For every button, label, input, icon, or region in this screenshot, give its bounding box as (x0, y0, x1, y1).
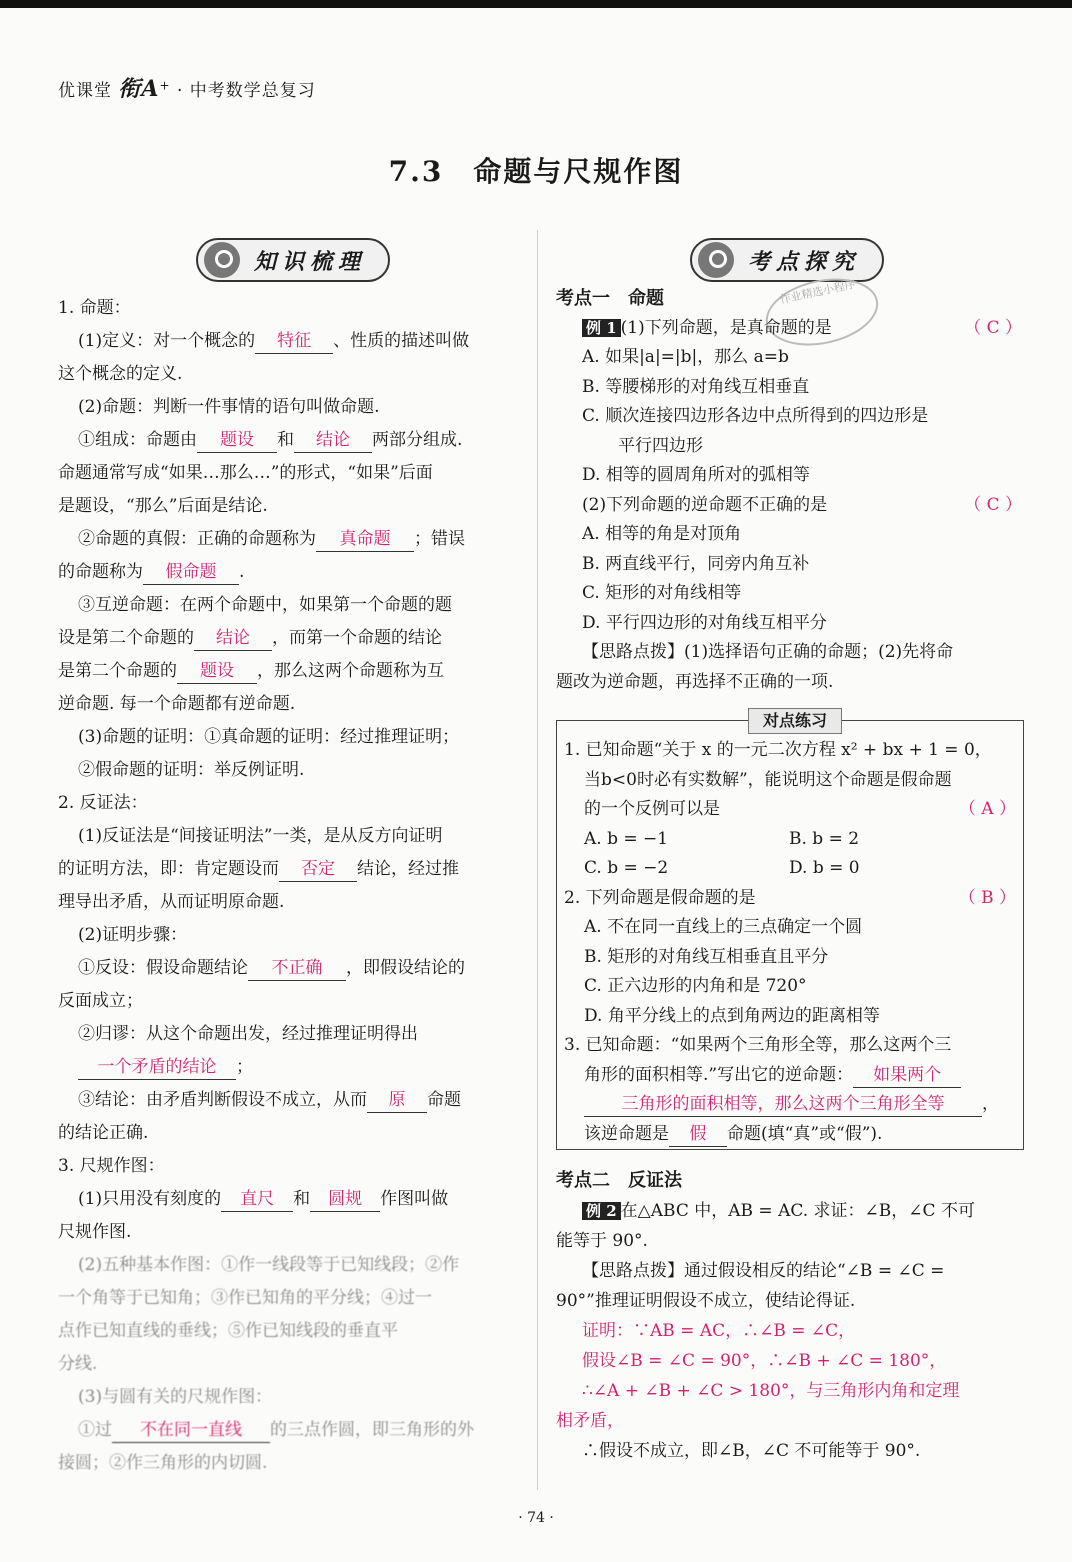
text-line: (1)反证法是“间接证明法”一类，是从反方向证明 (78, 826, 443, 846)
answer-blank: 原 (367, 1088, 427, 1113)
text-line: ②归谬：从这个命题出发，经过推理证明得出 (78, 1024, 418, 1044)
page-title: 7.3 命题与尺规作图 (388, 155, 684, 188)
text-line: 的证明方法，即：肯定题设而 否定 结论，经过推 (58, 853, 524, 886)
hint: 题改为逆命题，再选择不正确的一项. (556, 671, 834, 692)
text-line: 的命题称为 假命题 . (58, 556, 524, 589)
text-line: 角形的面积相等.”写出它的逆命题： 如果两个 (564, 1061, 1016, 1091)
option: D. 相等的圆周角所对的弧相等 (582, 465, 810, 485)
answer-mark: （ C ） (964, 494, 1022, 515)
practice-question: 1. 已知命题“关于 x 的一元二次方程 x² + bx + 1 = 0， (564, 740, 992, 760)
answer-blank: 假 (669, 1122, 727, 1147)
text-line: (1)定义：对一个概念的 特征 、性质的描述叫做 (58, 325, 524, 358)
example-question: (2)下列命题的逆命题不正确的是 （ C ） (556, 491, 1022, 521)
hint: 90°”推理证明假设不成立，使结论得证. (556, 1291, 856, 1311)
right-column (556, 284, 1022, 697)
brand-script: 衔A (118, 76, 160, 102)
answer-blank: 一个矛盾的结论 (78, 1055, 236, 1080)
top-edge (0, 0, 1072, 8)
text-line: 是题设，“那么”后面是结论. (58, 496, 268, 516)
text-line: 三角形的面积相等，那么这两个三角形全等 ， (564, 1090, 1016, 1120)
proof-line: 假设∠B = ∠C = 90°，∴∠B + ∠C = 180°， (582, 1351, 947, 1371)
answer-mark: （ B ） (958, 887, 1016, 908)
option: B. 两直线平行，同旁内角互补 (582, 553, 810, 574)
text-line: ②命题的真假：正确的命题称为 真命题 ；错误 (58, 523, 524, 556)
explore-banner (690, 238, 884, 282)
option: A. 如果|a|=|b|，那么 a=b (582, 347, 789, 367)
text-line: (3)与圆有关的尺规作图： (78, 1387, 273, 1407)
answer-blank: 结论 (294, 428, 372, 453)
answer-blank: 不正确 (248, 956, 346, 981)
practice-question: 2. 下列命题是假命题的是 （ B ） (564, 884, 1016, 914)
text-line: 反面成立； (58, 991, 143, 1011)
text-line: 该逆命题是 假 命题(填“真”或“假”). (564, 1120, 1016, 1150)
example-tag: 例 2 (582, 1202, 621, 1220)
option: A. 不在同一直线上的三点确定一个圆 (584, 917, 863, 937)
text-line: 理导出矛盾，从而证明原命题. (58, 892, 285, 912)
option: B. 矩形的对角线互相垂直且平分 (584, 946, 829, 967)
text-line: ③结论：由矛盾判断假设不成立，从而 原 命题 (58, 1084, 524, 1117)
answer-blank: 如果两个 (853, 1063, 961, 1088)
text-line: (3)命题的证明：①真命题的证明：经过推理证明； (78, 727, 460, 747)
answer-blank: 三角形的面积相等，那么这两个三角形全等 (584, 1092, 982, 1117)
text-line: 的结论正确. (58, 1123, 149, 1143)
text-line: ①组成：命题由 题设 和 结论 两部分组成. (58, 424, 524, 457)
option: C. 顺次连接四边形各边中点所得到的四边形是 (582, 406, 929, 426)
answer-mark: （ C ） (964, 317, 1022, 338)
text-line: 的一个反例可以是 （ A ） (564, 795, 1016, 825)
text-line: 是第二个命题的 题设 ，那么这两个命题称为互 (58, 655, 524, 688)
location-pin-icon (204, 242, 240, 278)
answer-blank: 假命题 (143, 560, 239, 585)
proof-line: 相矛盾， (556, 1411, 624, 1431)
text-line: 点作已知直线的垂线；⑤作已知线段的垂直平 (58, 1321, 398, 1341)
practice-label: 对点练习 (748, 708, 842, 734)
text-line: ①反设：假设命题结论 不正确 ，即假设结论的 (58, 952, 524, 985)
answer-blank: 圆规 (310, 1187, 380, 1212)
page-number: · 74 · (518, 1510, 554, 1526)
hint: 【思路点拨】通过假设相反的结论“∠B = ∠C = (582, 1261, 945, 1281)
brand-name: 优课堂 (58, 81, 112, 101)
answer-mark: （ A ） (958, 799, 1016, 819)
proof-line: ∴∠A + ∠B + ∠C > 180°，与三角形内角和定理 (582, 1381, 960, 1401)
column-divider (537, 230, 538, 1490)
answer-blank: 题设 (177, 659, 257, 684)
answer-blank: 否定 (279, 857, 357, 882)
option: B. 等腰梯形的对角线互相垂直 (582, 376, 810, 397)
magnifier-icon (698, 242, 734, 278)
option: D. 平行四边形的对角线互相平分 (582, 612, 827, 633)
faded-text-block (58, 1249, 524, 1480)
text-line: (1)只用没有刻度的 直尺 和 圆规 作图叫做 (58, 1183, 524, 1216)
answer-blank: 题设 (197, 428, 277, 453)
example-question: 例 2 在△ABC 中，AB = AC. 求证：∠B，∠C 不可 (556, 1196, 1022, 1226)
example-question: 例 1 (1)下列命题，是真命题的是 （ C ） (556, 314, 1022, 344)
section-heading: 2. 反证法： (58, 793, 148, 813)
section-heading: 1. 命题： (58, 298, 131, 318)
watermark-stamp: 作业精选小程序 (760, 269, 885, 355)
book-subtitle: · 中考数学总复习 (176, 81, 316, 101)
answer-blank: 真命题 (316, 527, 414, 552)
option: D. 角平分线上的点到角两边的距离相等 (584, 1005, 880, 1026)
topic2 (556, 1166, 1022, 1466)
left-column (58, 292, 524, 1480)
option: C. 矩形的对角线相等 (582, 583, 742, 603)
text-line: 一个角等于已知角；③作已知角的平分线；④过一 (58, 1288, 432, 1308)
text-line: ②假命题的证明：举反例证明. (78, 760, 305, 780)
text-line: 能等于 90°. (556, 1231, 648, 1251)
practice-question: 3. 已知命题：“如果两个三角形全等，那么这两个三 (564, 1035, 952, 1055)
text-line: 命题通常写成“如果…那么…”的形式，“如果”后面 (58, 463, 433, 483)
option: C. 正六边形的内角和是 720° (584, 976, 807, 996)
text-line: ③互逆命题：在两个命题中，如果第一个命题的题 (78, 595, 452, 615)
topic-heading: 考点一 命题 (556, 288, 664, 309)
text-line: 当b<0时必有实数解”，能说明这个命题是假命题 (584, 769, 952, 790)
text-line: 一个矛盾的结论 ； (58, 1051, 524, 1084)
answer-blank: 结论 (194, 626, 272, 651)
option: A. 相等的角是对顶角 (582, 524, 742, 544)
text-line: (2)五种基本作图：①作一线段等于已知线段；②作 (78, 1255, 460, 1275)
text-line: 这个概念的定义. (58, 364, 183, 384)
option-cont: 平行四边形 (618, 435, 703, 456)
text-line: (2)命题：判断一件事情的语句叫做命题. (78, 397, 380, 417)
text-line: 逆命题. 每一个命题都有逆命题. (58, 694, 296, 714)
practice-content (564, 736, 1016, 1149)
option-row: A. b = −1 B. b = 2 (584, 828, 860, 849)
hint: 【思路点拨】(1)选择语句正确的命题；(2)先将命 (582, 642, 954, 662)
topic-heading: 考点二 反证法 (556, 1170, 682, 1191)
proof-line: 证明：∵AB = AC，∴∠B = ∠C， (582, 1321, 856, 1341)
answer-blank: 特征 (255, 329, 333, 354)
answer-blank: 直尺 (221, 1187, 293, 1212)
explore-banner-label: 考点探究 (748, 248, 861, 275)
text-line: 接圆；②作三角形的内切圆. (58, 1453, 268, 1473)
text-line: ①过 不在同一直线 的三点作圆，即三角形的外 (58, 1414, 524, 1447)
brand-sup: + (159, 78, 171, 93)
option-row: C. b = −2 D. b = 0 (584, 858, 860, 878)
text-line: 设是第二个命题的 结论 ，而第一个命题的结论 (58, 622, 524, 655)
answer-blank: 不在同一直线 (112, 1418, 270, 1443)
section-heading: 3. 尺规作图： (58, 1156, 165, 1176)
text-line: 尺规作图. (58, 1222, 132, 1242)
example-tag: 例 1 (582, 319, 621, 337)
knowledge-banner-label: 知识梳理 (254, 248, 367, 275)
proof-line: ∴假设不成立，即∠B，∠C 不可能等于 90°. (582, 1441, 921, 1461)
text-line: 分线. (58, 1354, 98, 1374)
text-line: (2)证明步骤： (78, 925, 188, 945)
knowledge-banner (196, 238, 390, 282)
book-header (58, 72, 316, 103)
